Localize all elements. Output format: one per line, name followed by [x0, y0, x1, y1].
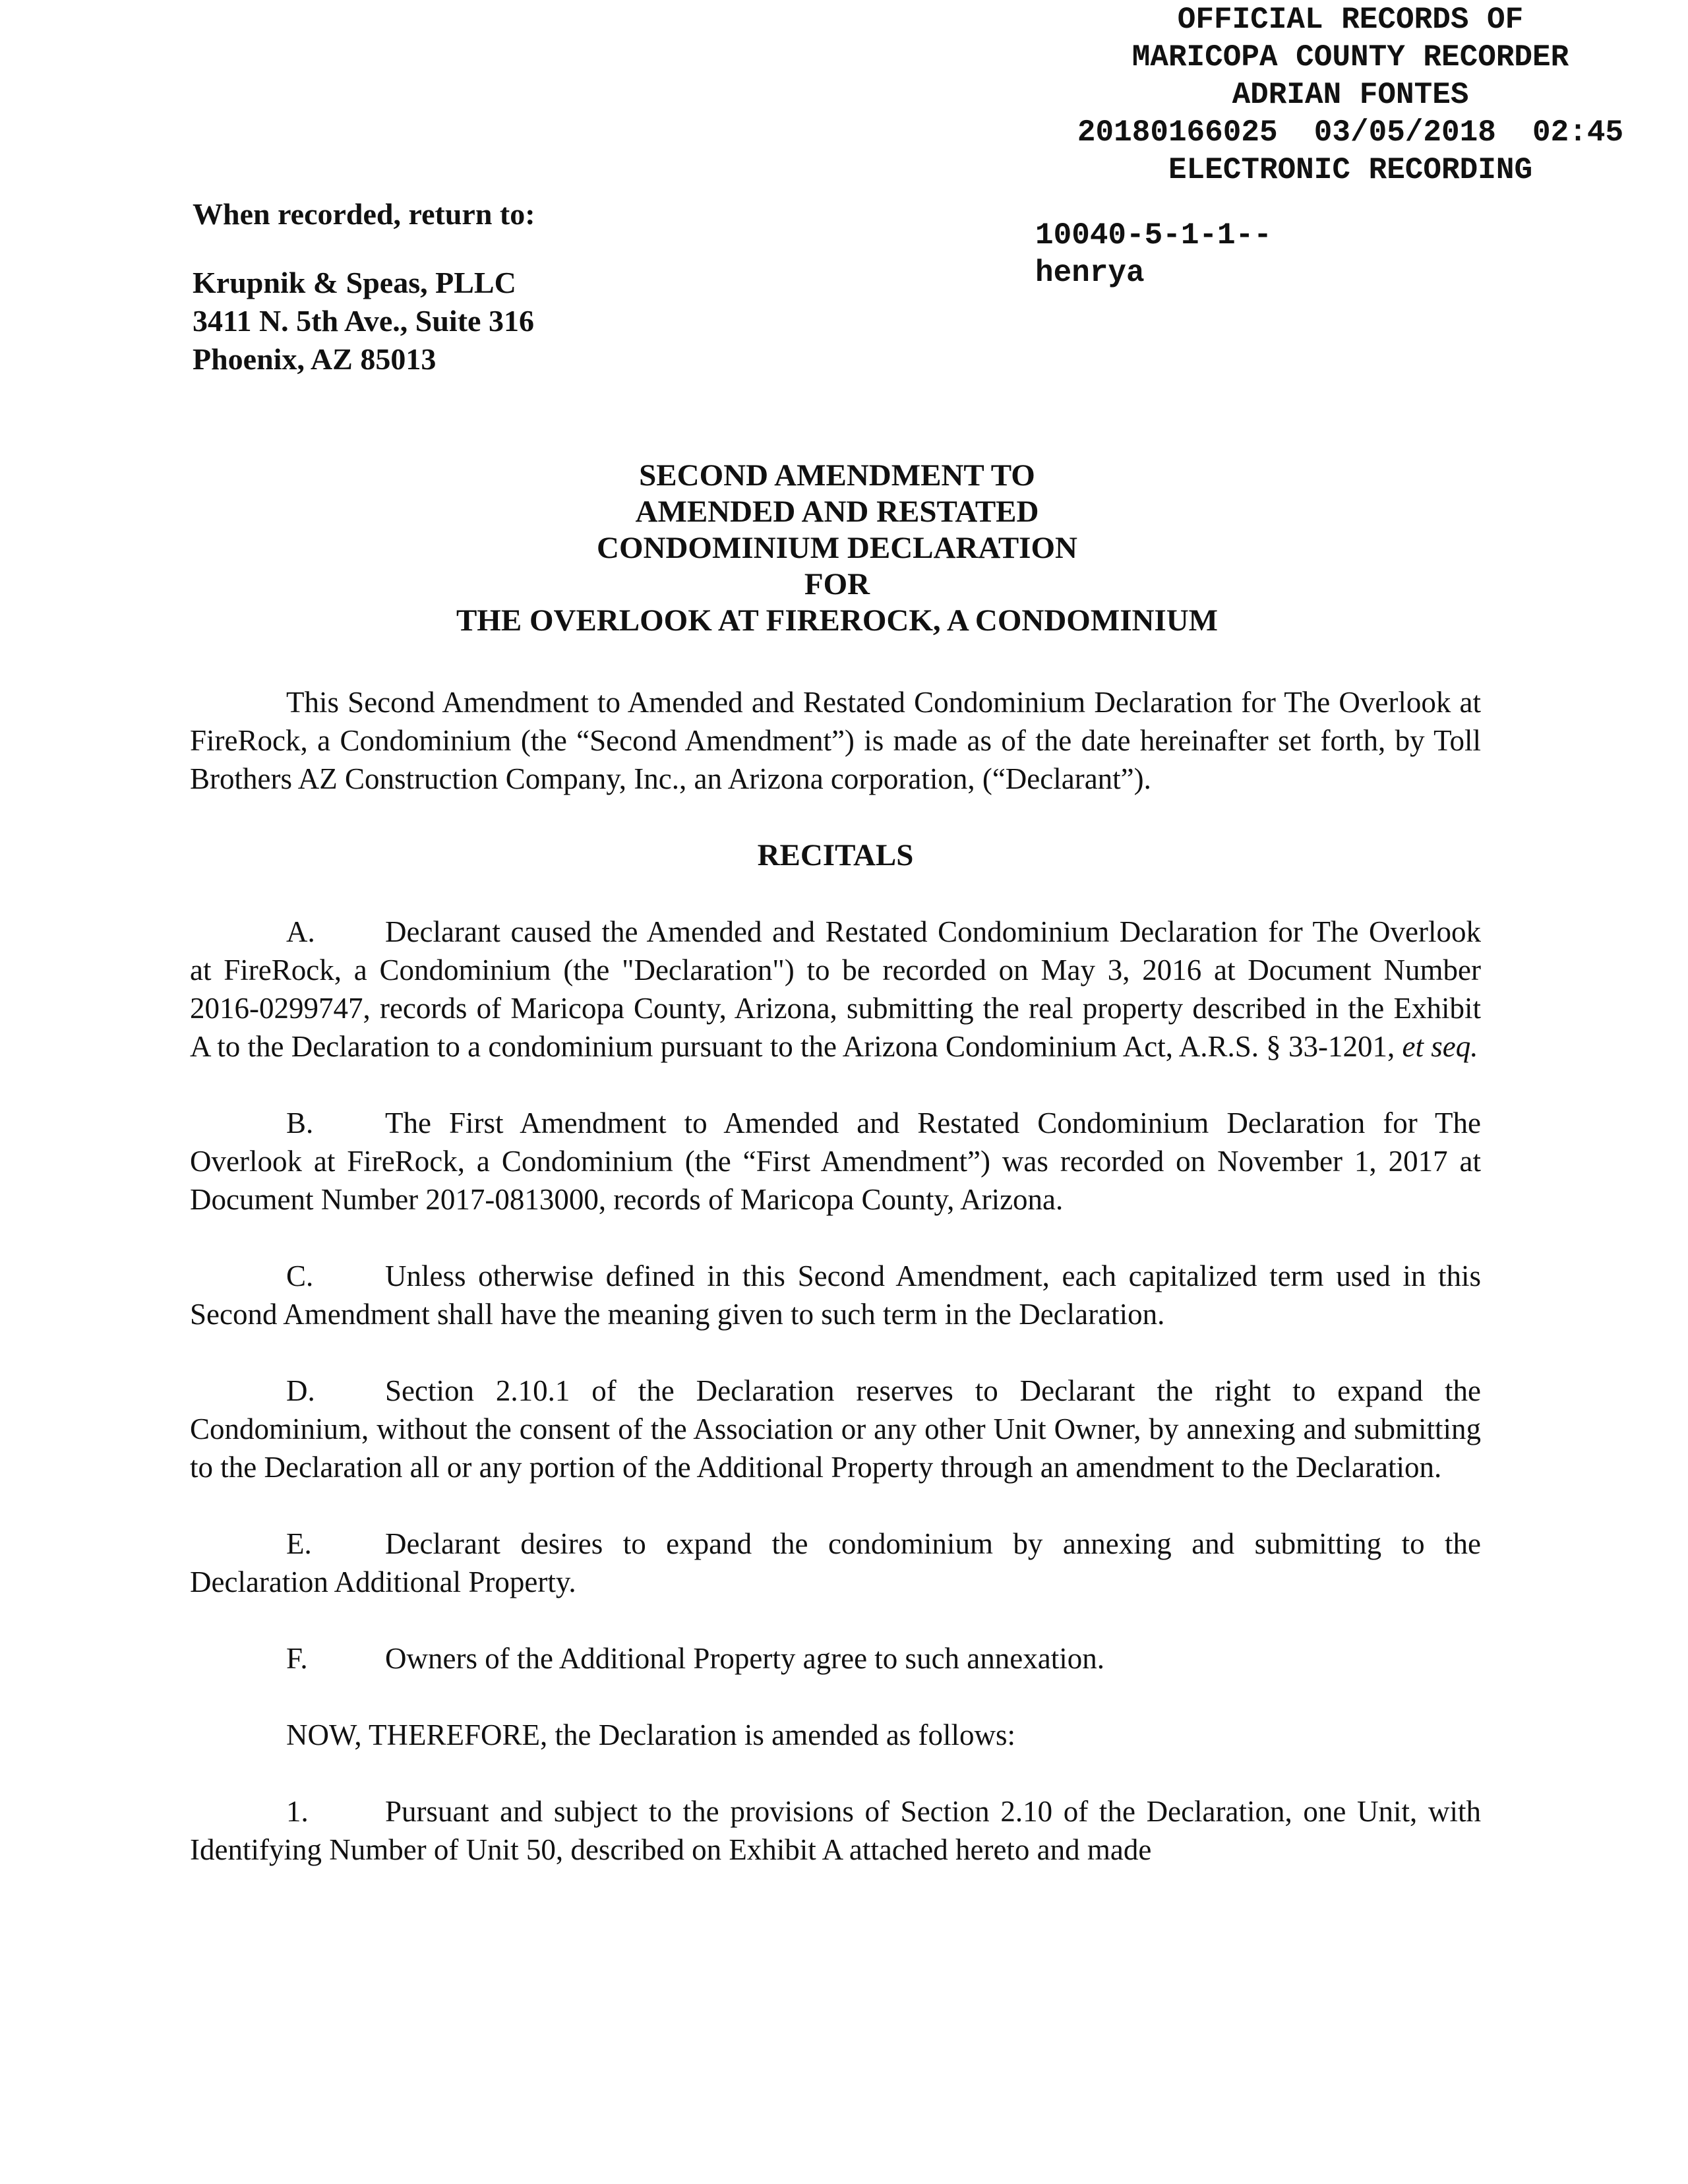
return-city: Phoenix, AZ 85013: [193, 342, 437, 376]
recital-label: C.: [286, 1259, 314, 1292]
recital-label: D.: [286, 1374, 315, 1407]
stamp-ref-code: 10040-5-1-1--: [1035, 218, 1272, 253]
stamp-line: MARICOPA COUNTY RECORDER: [1131, 40, 1569, 75]
section-1: [190, 1792, 1481, 1869]
recital-text: Unless otherwise defined in this Second Amendment, each capitalized term used in this Second Amendment shall have the meaning given to such term in the Declaration.: [190, 1259, 1481, 1331]
recital-c: [190, 1257, 1481, 1333]
title-line: SECOND AMENDMENT TO: [639, 458, 1035, 493]
recital-f: [190, 1639, 1481, 1678]
stamp-line: ELECTRONIC RECORDING: [1168, 153, 1533, 187]
recital-d: [190, 1372, 1481, 1486]
intro-paragraph: This Second Amendment to Amended and Restated Condominium Declaration for The Overlook at FireRock, a Condominium (the “Second Amendment”) is made as of the date hereinafter set forth, by Toll Brothers AZ Construction Company, Inc., an Arizona corporation, (“Declarant”).: [190, 686, 1481, 795]
title-line: CONDOMINIUM DECLARATION: [597, 531, 1077, 565]
recital-label: B.: [286, 1107, 314, 1139]
stamp-line: OFFICIAL RECORDS OF: [1177, 3, 1524, 37]
title-line: AMENDED AND RESTATED: [635, 495, 1039, 529]
recital-b: [190, 1104, 1481, 1219]
recital-a: [190, 913, 1481, 1066]
return-address-block: [193, 195, 535, 379]
return-address: [193, 264, 535, 379]
section-text: Pursuant and subject to the provisions of Section 2.10 of the Declaration, one Unit, with Identifying Number of Unit 50, described on Exhibit A attached hereto and made: [190, 1795, 1481, 1866]
title-line: FOR: [804, 567, 870, 601]
return-street: 3411 N. 5th Ave., Suite 316: [193, 304, 534, 338]
recital-label: E.: [286, 1527, 312, 1560]
recital-label: F.: [286, 1642, 308, 1675]
stamp-ref-user: henrya: [1035, 256, 1145, 290]
recital-text: Section 2.10.1 of the Declaration reserves to Declarant the right to expand the Condominium, without the consent of the Association or any other Unit Owner, by annexing and submitting to the Declaration all or any portion of the Additional Property through an amendment to the Declaration.: [190, 1374, 1481, 1484]
recital-label: A.: [286, 915, 315, 948]
return-name: Krupnik & Speas, PLLC: [193, 266, 516, 299]
stamp-reference: [1035, 217, 1667, 292]
recital-text: Owners of the Additional Property agree to such annexation.: [385, 1642, 1104, 1675]
stamp-line: ADRIAN FONTES: [1232, 78, 1469, 112]
recital-text: Declarant desires to expand the condominium by annexing and submitting to the Declaration Additional Property.: [190, 1527, 1481, 1598]
recording-stamp: [1034, 1, 1667, 292]
recital-e: [190, 1525, 1481, 1601]
document-body: [190, 683, 1481, 1907]
recital-italic: et seq.: [1402, 1030, 1478, 1063]
stamp-recording-number: 20180166025 03/05/2018 02:45: [1077, 115, 1624, 150]
title-line: THE OVERLOOK AT FIREROCK, A CONDOMINIUM: [456, 603, 1219, 638]
recital-text: The First Amendment to Amended and Restated Condominium Declaration for The Overlook at FireRock, a Condominium (the “First Amendment”) was recorded on November 1, 2017 at Document Number 2017-0813000, records of Maricopa County, Arizona.: [190, 1107, 1481, 1216]
return-label: When recorded, return to:: [193, 197, 535, 231]
recital-text: Declarant caused the Amended and Restated Condominium Declaration for The Overlook at FireRock, a Condominium (the "Declaration") to be recorded on May 3, 2016 at Document Number 2016-0299747, records of Maricopa County, Arizona, submitting the real property described in the Exhibit A to the Declaration to a condominium pursuant to the Arizona Condominium Act, A.R.S. § 33-1201,: [190, 915, 1481, 1063]
recitals-heading: RECITALS: [757, 838, 914, 872]
document-title: [193, 458, 1482, 639]
now-therefore-paragraph: NOW, THEREFORE, the Declaration is amended as follows:: [286, 1718, 1016, 1751]
section-label: 1.: [286, 1795, 309, 1828]
